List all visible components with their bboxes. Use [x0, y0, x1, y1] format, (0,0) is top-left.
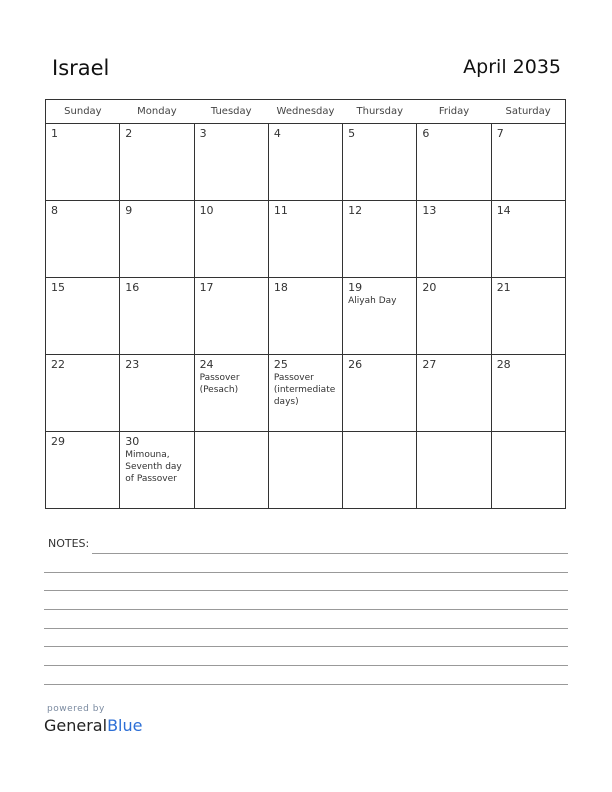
day-cell [194, 355, 268, 432]
note-line [92, 553, 568, 554]
brand-general: General [44, 716, 108, 735]
country-title: Israel [52, 56, 110, 80]
day-number: 29 [51, 435, 65, 448]
day-number: 19 [348, 281, 363, 294]
day-number: 3 [199, 127, 207, 140]
holiday-label: Mimouna, Seventh day of Passover [125, 450, 182, 484]
day-cell [343, 124, 417, 201]
day-cell [491, 355, 565, 432]
brand-blue: Blue [107, 716, 143, 735]
day-cell [268, 201, 342, 278]
holiday-label: Passover (intermediate days) [273, 373, 336, 407]
day-number: 23 [125, 358, 140, 371]
day-cell [268, 278, 342, 355]
day-cell [417, 124, 491, 201]
day-cell [120, 124, 194, 201]
holiday-label: Aliyah Day [348, 296, 397, 306]
day-number: 1 [51, 127, 58, 140]
note-line [44, 646, 568, 647]
day-cell [268, 124, 342, 201]
day-number: 24 [199, 358, 214, 371]
notes-label: NOTES: [48, 537, 90, 550]
powered-by-text: powered by [47, 704, 105, 714]
note-line [44, 609, 568, 610]
day-number: 20 [422, 281, 437, 294]
note-line [44, 590, 568, 591]
weekday-thursday: Thursday [343, 100, 417, 124]
day-number: 11 [273, 204, 288, 217]
day-number: 27 [422, 358, 437, 371]
day-cell [268, 355, 342, 432]
day-number: 7 [496, 127, 504, 140]
weekday-monday: Monday [120, 100, 194, 124]
holiday-label: Passover (Pesach) [199, 373, 240, 395]
weekday-header-row [46, 100, 566, 124]
day-number: 18 [273, 281, 288, 294]
weekday-friday: Friday [417, 100, 491, 124]
week-row [46, 201, 566, 278]
week-row [46, 432, 566, 509]
day-cell [417, 355, 491, 432]
day-cell [46, 201, 120, 278]
day-cell [417, 278, 491, 355]
day-number: 21 [496, 281, 511, 294]
note-line [44, 572, 568, 573]
day-number: 6 [422, 127, 430, 140]
day-cell [120, 201, 194, 278]
day-number: 8 [51, 204, 58, 217]
day-cell [46, 432, 120, 509]
day-cell [343, 201, 417, 278]
day-cell [343, 355, 417, 432]
day-cell [120, 278, 194, 355]
day-number: 17 [199, 281, 214, 294]
day-number: 25 [273, 358, 288, 371]
day-number: 9 [125, 204, 133, 217]
day-number: 13 [422, 204, 437, 217]
day-cell [491, 432, 565, 509]
day-cell [417, 201, 491, 278]
day-cell [491, 124, 565, 201]
day-cell [120, 355, 194, 432]
weekday-saturday: Saturday [491, 100, 565, 124]
day-number: 10 [199, 204, 214, 217]
day-number: 15 [51, 281, 65, 294]
day-cell [194, 432, 268, 509]
day-cell [194, 124, 268, 201]
weekday-sunday: Sunday [46, 100, 120, 124]
weekday-wednesday: Wednesday [268, 100, 342, 124]
day-cell [343, 278, 417, 355]
day-number: 16 [125, 281, 140, 294]
week-row [46, 278, 566, 355]
day-number: 12 [348, 204, 363, 217]
weekday-tuesday: Tuesday [194, 100, 268, 124]
day-number: 22 [51, 358, 65, 371]
week-row [46, 124, 566, 201]
day-cell [268, 432, 342, 509]
day-cell [343, 432, 417, 509]
day-number: 14 [496, 204, 511, 217]
day-number: 5 [348, 127, 356, 140]
day-cell [46, 278, 120, 355]
day-cell [46, 124, 120, 201]
note-line [44, 665, 568, 666]
day-cell [46, 355, 120, 432]
day-cell [194, 278, 268, 355]
day-cell [417, 432, 491, 509]
week-row [46, 355, 566, 432]
day-number: 4 [273, 127, 281, 140]
note-line [44, 628, 568, 629]
day-number: 30 [125, 435, 140, 448]
month-title: April 2035 [463, 56, 561, 78]
day-number: 2 [125, 127, 133, 140]
calendar-grid [45, 99, 566, 509]
note-line [44, 684, 568, 685]
day-cell [194, 201, 268, 278]
day-cell [120, 432, 194, 509]
day-number: 26 [348, 358, 363, 371]
day-cell [491, 201, 565, 278]
brand-logo [44, 716, 142, 735]
day-cell [491, 278, 565, 355]
day-number: 28 [496, 358, 511, 371]
